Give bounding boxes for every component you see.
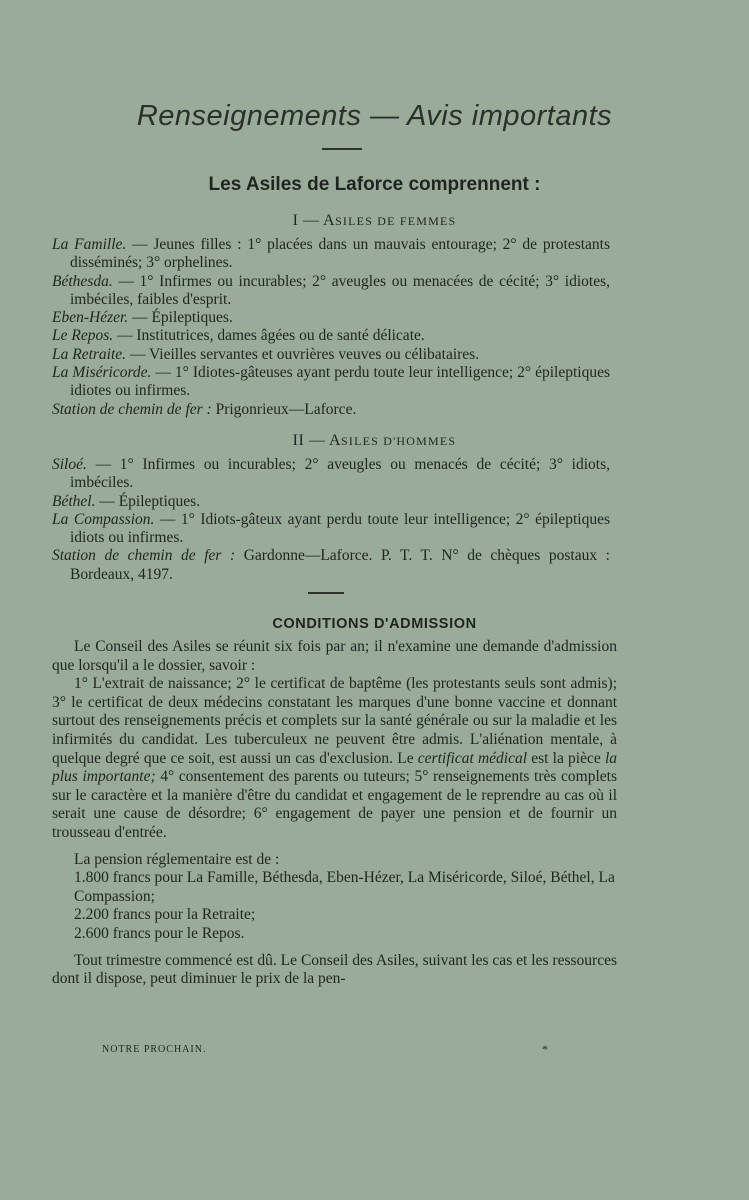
requirements-emphasis: la plus importante;	[52, 749, 617, 786]
section-men-list	[52, 456, 610, 584]
footer-signature: NOTRE PROCHAIN.	[102, 1044, 207, 1055]
pension-price-item: 2.600 francs pour le Repos.	[74, 924, 245, 942]
asylum-name: Siloé.	[52, 456, 87, 473]
asylum-name: La Famille.	[52, 236, 127, 253]
list-item	[52, 327, 610, 345]
list-item	[52, 547, 610, 584]
section-men-title: SILES D'HOMMES	[341, 434, 457, 448]
requirements-text: 1° L'extrait de naissance; 2° le certificat de baptême (les protestants seuls sont admis); 3° le certificat de deux médecins constatant les marques d'une bonne vaccine et donnant surtout des renseignements précis et complets sur la santé générale ou sur la maladie et les infirmités du candidat. Les tuberculeux ne peuvent être admis. L'aliénation mentale, à quelque degré que ce soit, est aussi un cas d'exclusion. Le	[52, 675, 617, 767]
station-label: Station de chemin de fer :	[52, 547, 236, 565]
station-value: Prigonrieux—Laforce.	[211, 400, 357, 418]
asylum-description: — Institutrices, dames âgées ou de santé délicate.	[113, 327, 425, 345]
section-women-list	[52, 236, 610, 419]
asylum-name: La Miséricorde.	[52, 364, 152, 382]
section-divider	[308, 592, 344, 594]
asylum-name: Le Repos.	[52, 327, 114, 345]
section-men-number: II — A	[292, 432, 341, 449]
conditions-body	[52, 638, 617, 989]
pension-intro: La pension réglementaire est de :	[74, 850, 280, 868]
station-value: Gardonne—Laforce. P. T. T. N° de chèques postaux : Bordeaux, 4197.	[70, 547, 610, 583]
conditions-heading: CONDITIONS D'ADMISSION	[272, 616, 477, 632]
conditions-requirements	[52, 675, 617, 842]
list-item	[52, 273, 610, 310]
station-label: Station de chemin de fer :	[52, 400, 212, 418]
list-item	[52, 401, 610, 419]
asylum-description: — 1° Infirmes ou incurables; 2° aveugles ou menacées de cécité; 3° idiotes, imbéciles, faibles d'esprit.	[70, 272, 610, 308]
conditions-intro: Le Conseil des Asiles se réunit six fois par an; il n'examine une demande d'admission que lorsqu'il a le dossier, savoir :	[52, 638, 617, 674]
pension-price-item: 2.200 francs pour la Retraite;	[74, 906, 256, 924]
section-women-number: I — A	[292, 212, 336, 229]
requirements-emphasis: certificat médical	[417, 749, 528, 767]
pension-price-item: 1.800 francs pour La Famille, Béthesda, Eben-Hézer, La Miséricorde, Siloé, Béthel, La Compassion;	[74, 869, 615, 905]
asylum-description: — Épileptiques.	[128, 309, 233, 327]
asylum-description: — 1° Infirmes ou incurables; 2° aveugles ou menacés de cécité; 3° idiots, imbéciles.	[70, 456, 610, 492]
asylum-description: — 1° Idiots-gâteux ayant perdu toute leur intelligence; 2° épileptiques idiots ou infirmes.	[70, 510, 610, 547]
title-rule	[322, 148, 362, 150]
list-item	[52, 493, 610, 511]
conditions-trimester: Tout trimestre commencé est dû. Le Conseil des Asiles, suivant les cas et les ressources dont il dispose, peut diminuer le prix de la pen-	[52, 951, 617, 988]
list-item	[52, 346, 610, 364]
list-item	[52, 511, 610, 548]
requirements-text: 4° consentement des parents ou tuteurs; 5° renseignements très complets sur le caractère et la manière d'être du candidat et engagement de le reprendre au cas où il serait une cause de désordre; 6° engagement de payer une pension et de fournir un trousseau d'entrée.	[52, 768, 617, 841]
list-item	[52, 364, 610, 401]
asylum-description: — 1° Idiotes-gâteuses ayant perdu toute leur intelligence; 2° épileptiques idiotes ou infirmes.	[70, 364, 610, 400]
section-men-heading	[0, 432, 749, 450]
requirements-text: est la pièce	[527, 749, 605, 767]
page-title: Renseignements — Avis importants	[136, 100, 613, 132]
asylum-name: Béthel.	[52, 492, 96, 510]
asylum-description: — Vieilles servantes et ouvrières veuves ou célibataires.	[126, 345, 480, 363]
section-women-heading	[0, 212, 749, 230]
page-subtitle: Les Asiles de Laforce comprennent :	[208, 174, 541, 195]
section-women-title: SILES DE FEMMES	[335, 214, 457, 228]
asylum-name: Béthesda.	[52, 272, 113, 290]
asylum-name: Eben-Hézer.	[52, 309, 129, 327]
list-item	[52, 309, 610, 327]
asylum-description: — Jeunes filles : 1° placées dans un mauvais entourage; 2° de protestants disséminés; 3° orphelines.	[70, 236, 610, 272]
asylum-name: La Compassion.	[52, 510, 155, 528]
list-item	[52, 456, 610, 493]
footer-mark: *	[542, 1042, 548, 1056]
asylum-description: — Épileptiques.	[95, 492, 201, 510]
asylum-name: La Retraite.	[52, 345, 127, 363]
list-item	[52, 236, 610, 273]
